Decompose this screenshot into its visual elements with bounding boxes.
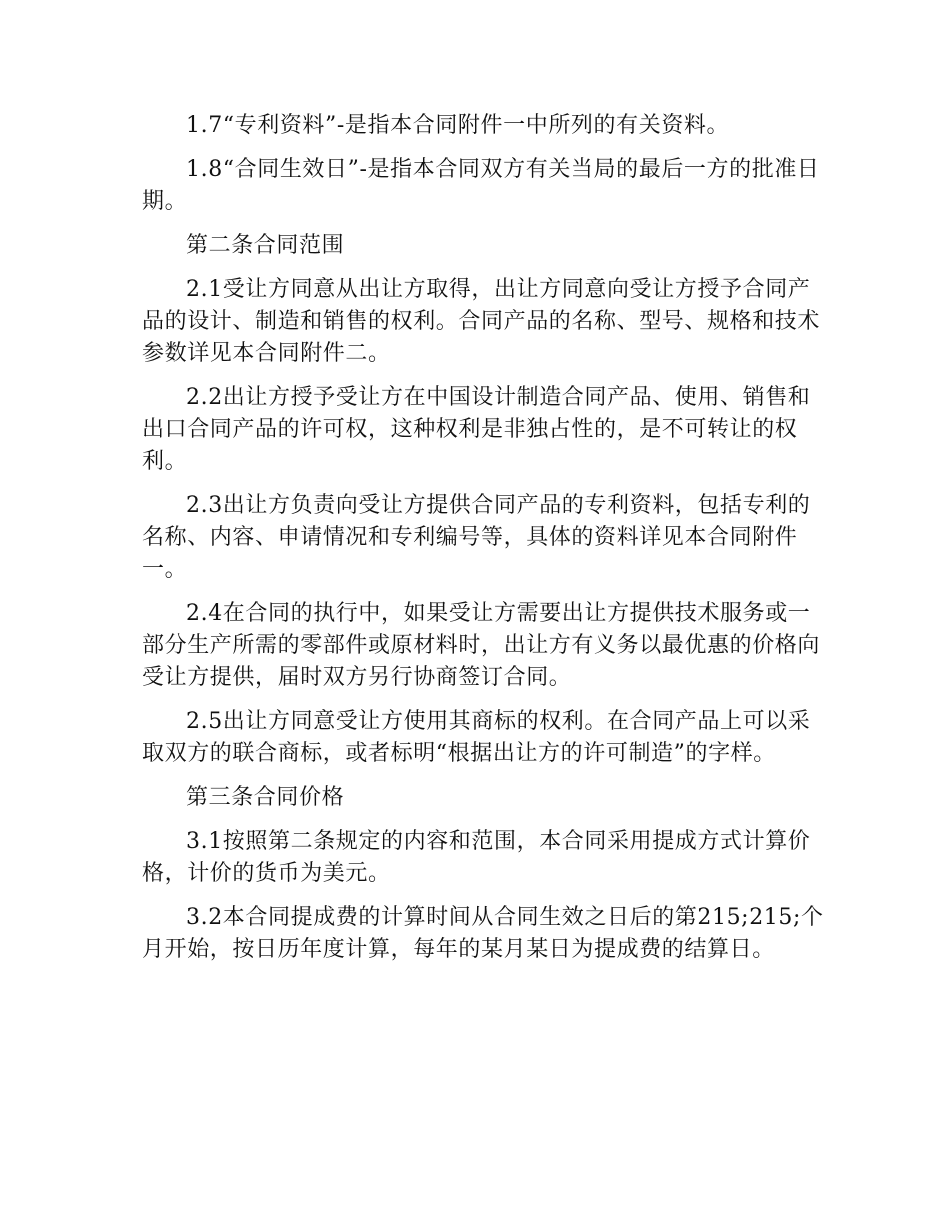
clause-3-1: 3.1按照第二条规定的内容和范围，本合同采用提成方式计算价格，计价的货币为美元。 [142,829,811,886]
clause-2-5: 2.5出让方同意受让方使用其商标的权利。在合同产品上可以采取双方的联合商标，或者标明“根据出让方的许可制造”的字样。 [142,709,811,766]
document-page [142,110,832,978]
clause-2-4: 2.4在合同的执行中，如果受让方需要出让方提供技术服务或一部分生产所需的零部件或原材料时，出让方有义务以最优惠的价格向受让方提供，届时双方另行协商签订合同。 [142,601,821,690]
clause-2-1: 2.1受让方同意从出让方取得，出让方同意向受让方授予合同产品的设计、制造和销售的权利。合同产品的名称、型号、规格和技术参数详见本合同附件二。 [142,277,821,366]
section-heading-3: 第三条合同价格 [186,785,345,810]
clause-2-3: 2.3出让方负责向受让方提供合同产品的专利资料，包括专利的名称、内容、申请情况和专利编号等，具体的资料详见本合同附件一。 [142,493,811,582]
clause-1-8: 1.8“合同生效日”-是指本合同双方有关当局的最后一方的批准日期。 [142,157,820,214]
clause-2-2: 2.2出让方授予受让方在中国设计制造合同产品、使用、销售和出口合同产品的许可权，这种权利是非独占性的，是不可转让的权利。 [142,385,811,474]
clause-1-7: 1.7“专利资料”-是指本合同附件一中所列的有关资料。 [186,113,730,138]
section-heading-2: 第二条合同范围 [186,233,345,258]
clause-3-2: 3.2本合同提成费的计算时间从合同生效之日后的第215;215;个月开始，按日历年度计算，每年的某月某日为提成费的结算日。 [142,905,824,962]
